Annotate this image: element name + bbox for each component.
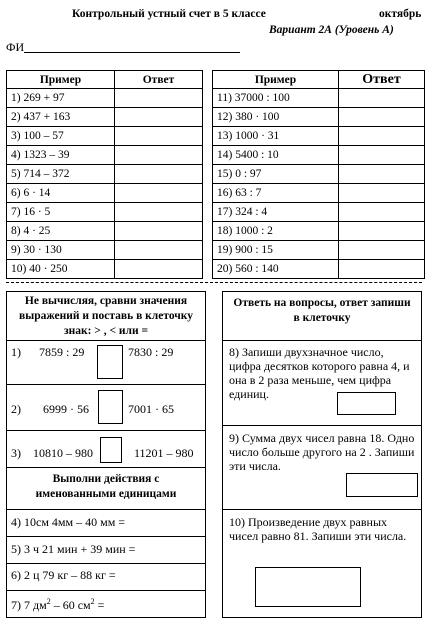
compare-left: 6999 · 56	[43, 402, 89, 416]
table-row	[7, 146, 203, 165]
divider	[6, 590, 206, 591]
questions-heading: Ответь на вопросы, ответ запиши в клеточку	[233, 297, 411, 324]
table-row	[7, 165, 203, 184]
compare-num: 3)	[11, 446, 21, 460]
table-row	[213, 146, 425, 165]
example-cell: 11) 37000 : 100	[213, 89, 339, 108]
question-8: 8) Запиши двухзначное число, цифра десятков которого равна 4, и она в 2 раза меньше, чем цифра единиц.	[229, 345, 410, 401]
compare-num: 1)	[11, 345, 21, 359]
named-unit-task: 4) 10см 4мм – 40 мм =	[11, 515, 126, 529]
example-cell: 4) 1323 – 39	[7, 146, 115, 165]
col-example-header: Пример	[7, 71, 115, 89]
example-cell: 13) 1000 · 31	[213, 127, 339, 146]
table-row	[7, 222, 203, 241]
worksheet-title: Контрольный устный счет в 5 классе	[72, 8, 266, 20]
name-label: ФИ	[6, 40, 25, 54]
table-row	[7, 108, 203, 127]
example-cell: 18) 1000 : 2	[213, 222, 339, 241]
table-row	[7, 203, 203, 222]
table-row	[7, 184, 203, 203]
divider	[6, 430, 206, 431]
answer-cell[interactable]	[115, 203, 203, 222]
divider	[222, 340, 422, 341]
compare-heading: Не вычисляя, сравни значения выражений и поставь в клеточку знак: > , < или =	[19, 295, 193, 337]
example-cell: 10) 40 · 250	[7, 260, 115, 279]
example-cell: 9) 30 · 130	[7, 241, 115, 260]
named-unit-task: 5) 3 ч 21 мин + 39 мин =	[11, 542, 136, 556]
compare-answer-box[interactable]	[98, 390, 123, 424]
col-example-header: Пример	[213, 71, 339, 89]
month-label: октябрь	[379, 8, 422, 20]
example-cell: 19) 900 : 15	[213, 241, 339, 260]
right-examples-table	[212, 70, 425, 279]
example-cell: 15) 0 : 97	[213, 165, 339, 184]
example-cell: 1) 269 + 97	[7, 89, 115, 108]
dashed-separator	[6, 282, 422, 283]
compare-left: 7859 : 29	[39, 345, 85, 359]
table-row	[213, 127, 425, 146]
table-row	[213, 165, 425, 184]
answer-cell[interactable]	[115, 241, 203, 260]
answer-cell[interactable]	[339, 89, 425, 108]
divider	[222, 425, 422, 426]
divider	[6, 536, 206, 537]
compare-right: 7830 : 29	[128, 345, 174, 359]
example-cell: 17) 324 : 4	[213, 203, 339, 222]
table-row	[7, 127, 203, 146]
table-row	[213, 89, 425, 108]
example-cell: 16) 63 : 7	[213, 184, 339, 203]
compare-right: 11201 – 980	[134, 446, 194, 460]
answer-cell[interactable]	[115, 184, 203, 203]
divider	[6, 384, 206, 385]
example-cell: 8) 4 · 25	[7, 222, 115, 241]
left-examples-table	[6, 70, 203, 279]
answer-cell[interactable]	[339, 222, 425, 241]
table-row	[213, 260, 425, 279]
divider	[6, 340, 206, 341]
table-row	[7, 241, 203, 260]
name-field-line[interactable]	[24, 52, 240, 53]
answer-cell[interactable]	[115, 146, 203, 165]
answer-cell[interactable]	[339, 184, 425, 203]
divider	[6, 467, 206, 468]
table-row	[7, 89, 203, 108]
example-cell: 14) 5400 : 10	[213, 146, 339, 165]
answer-cell[interactable]	[115, 222, 203, 241]
question-9: 9) Сумма двух чисел равна 18. Одно число больше другого на 2 . Запиши эти числа.	[229, 431, 415, 473]
table-row	[213, 184, 425, 203]
example-cell: 20) 560 : 140	[213, 260, 339, 279]
answer-cell[interactable]	[115, 165, 203, 184]
col-answer-header: Ответ	[339, 71, 425, 89]
example-cell: 3) 100 – 57	[7, 127, 115, 146]
example-cell: 2) 437 + 163	[7, 108, 115, 127]
answer-box-9[interactable]	[346, 473, 418, 497]
named-units-heading: Выполни действия с именованными единицами	[35, 473, 177, 500]
answer-box-10[interactable]	[255, 567, 361, 607]
col-answer-header: Ответ	[115, 71, 203, 89]
named-unit-task: 6) 2 ц 79 кг – 88 кг =	[11, 568, 116, 582]
answer-cell[interactable]	[339, 165, 425, 184]
divider	[222, 509, 422, 510]
answer-cell[interactable]	[115, 127, 203, 146]
answer-cell[interactable]	[339, 146, 425, 165]
answer-cell[interactable]	[115, 89, 203, 108]
compare-right: 7001 · 65	[128, 402, 174, 416]
example-cell: 5) 714 – 372	[7, 165, 115, 184]
table-row	[213, 241, 425, 260]
named-unit-task: 7) 7 $дм^2 - 60$ $см^2$ =	[11, 597, 105, 612]
compare-answer-box[interactable]	[100, 437, 122, 463]
table-row	[213, 108, 425, 127]
divider	[6, 563, 206, 564]
answer-cell[interactable]	[339, 241, 425, 260]
answer-cell[interactable]	[339, 127, 425, 146]
table-row	[213, 203, 425, 222]
answer-cell[interactable]	[339, 203, 425, 222]
example-cell: 12) 380 · 100	[213, 108, 339, 127]
table-row	[213, 222, 425, 241]
compare-num: 2)	[11, 402, 21, 416]
compare-left: 10810 – 980	[33, 446, 93, 460]
answer-cell[interactable]	[115, 108, 203, 127]
answer-cell[interactable]	[115, 260, 203, 279]
table-row	[7, 260, 203, 279]
compare-answer-box[interactable]	[97, 345, 123, 379]
divider	[6, 509, 206, 510]
example-cell: 6) 6 · 14	[7, 184, 115, 203]
answer-box-8[interactable]	[337, 392, 396, 415]
answer-cell[interactable]	[339, 260, 425, 279]
answer-cell[interactable]	[339, 108, 425, 127]
example-cell: 7) 16 · 5	[7, 203, 115, 222]
question-10: 10) Произведение двух равных чисел равно 81. Запиши эти числа.	[229, 515, 407, 543]
variant-label: Вариант 2А (Уровень А)	[269, 24, 394, 36]
